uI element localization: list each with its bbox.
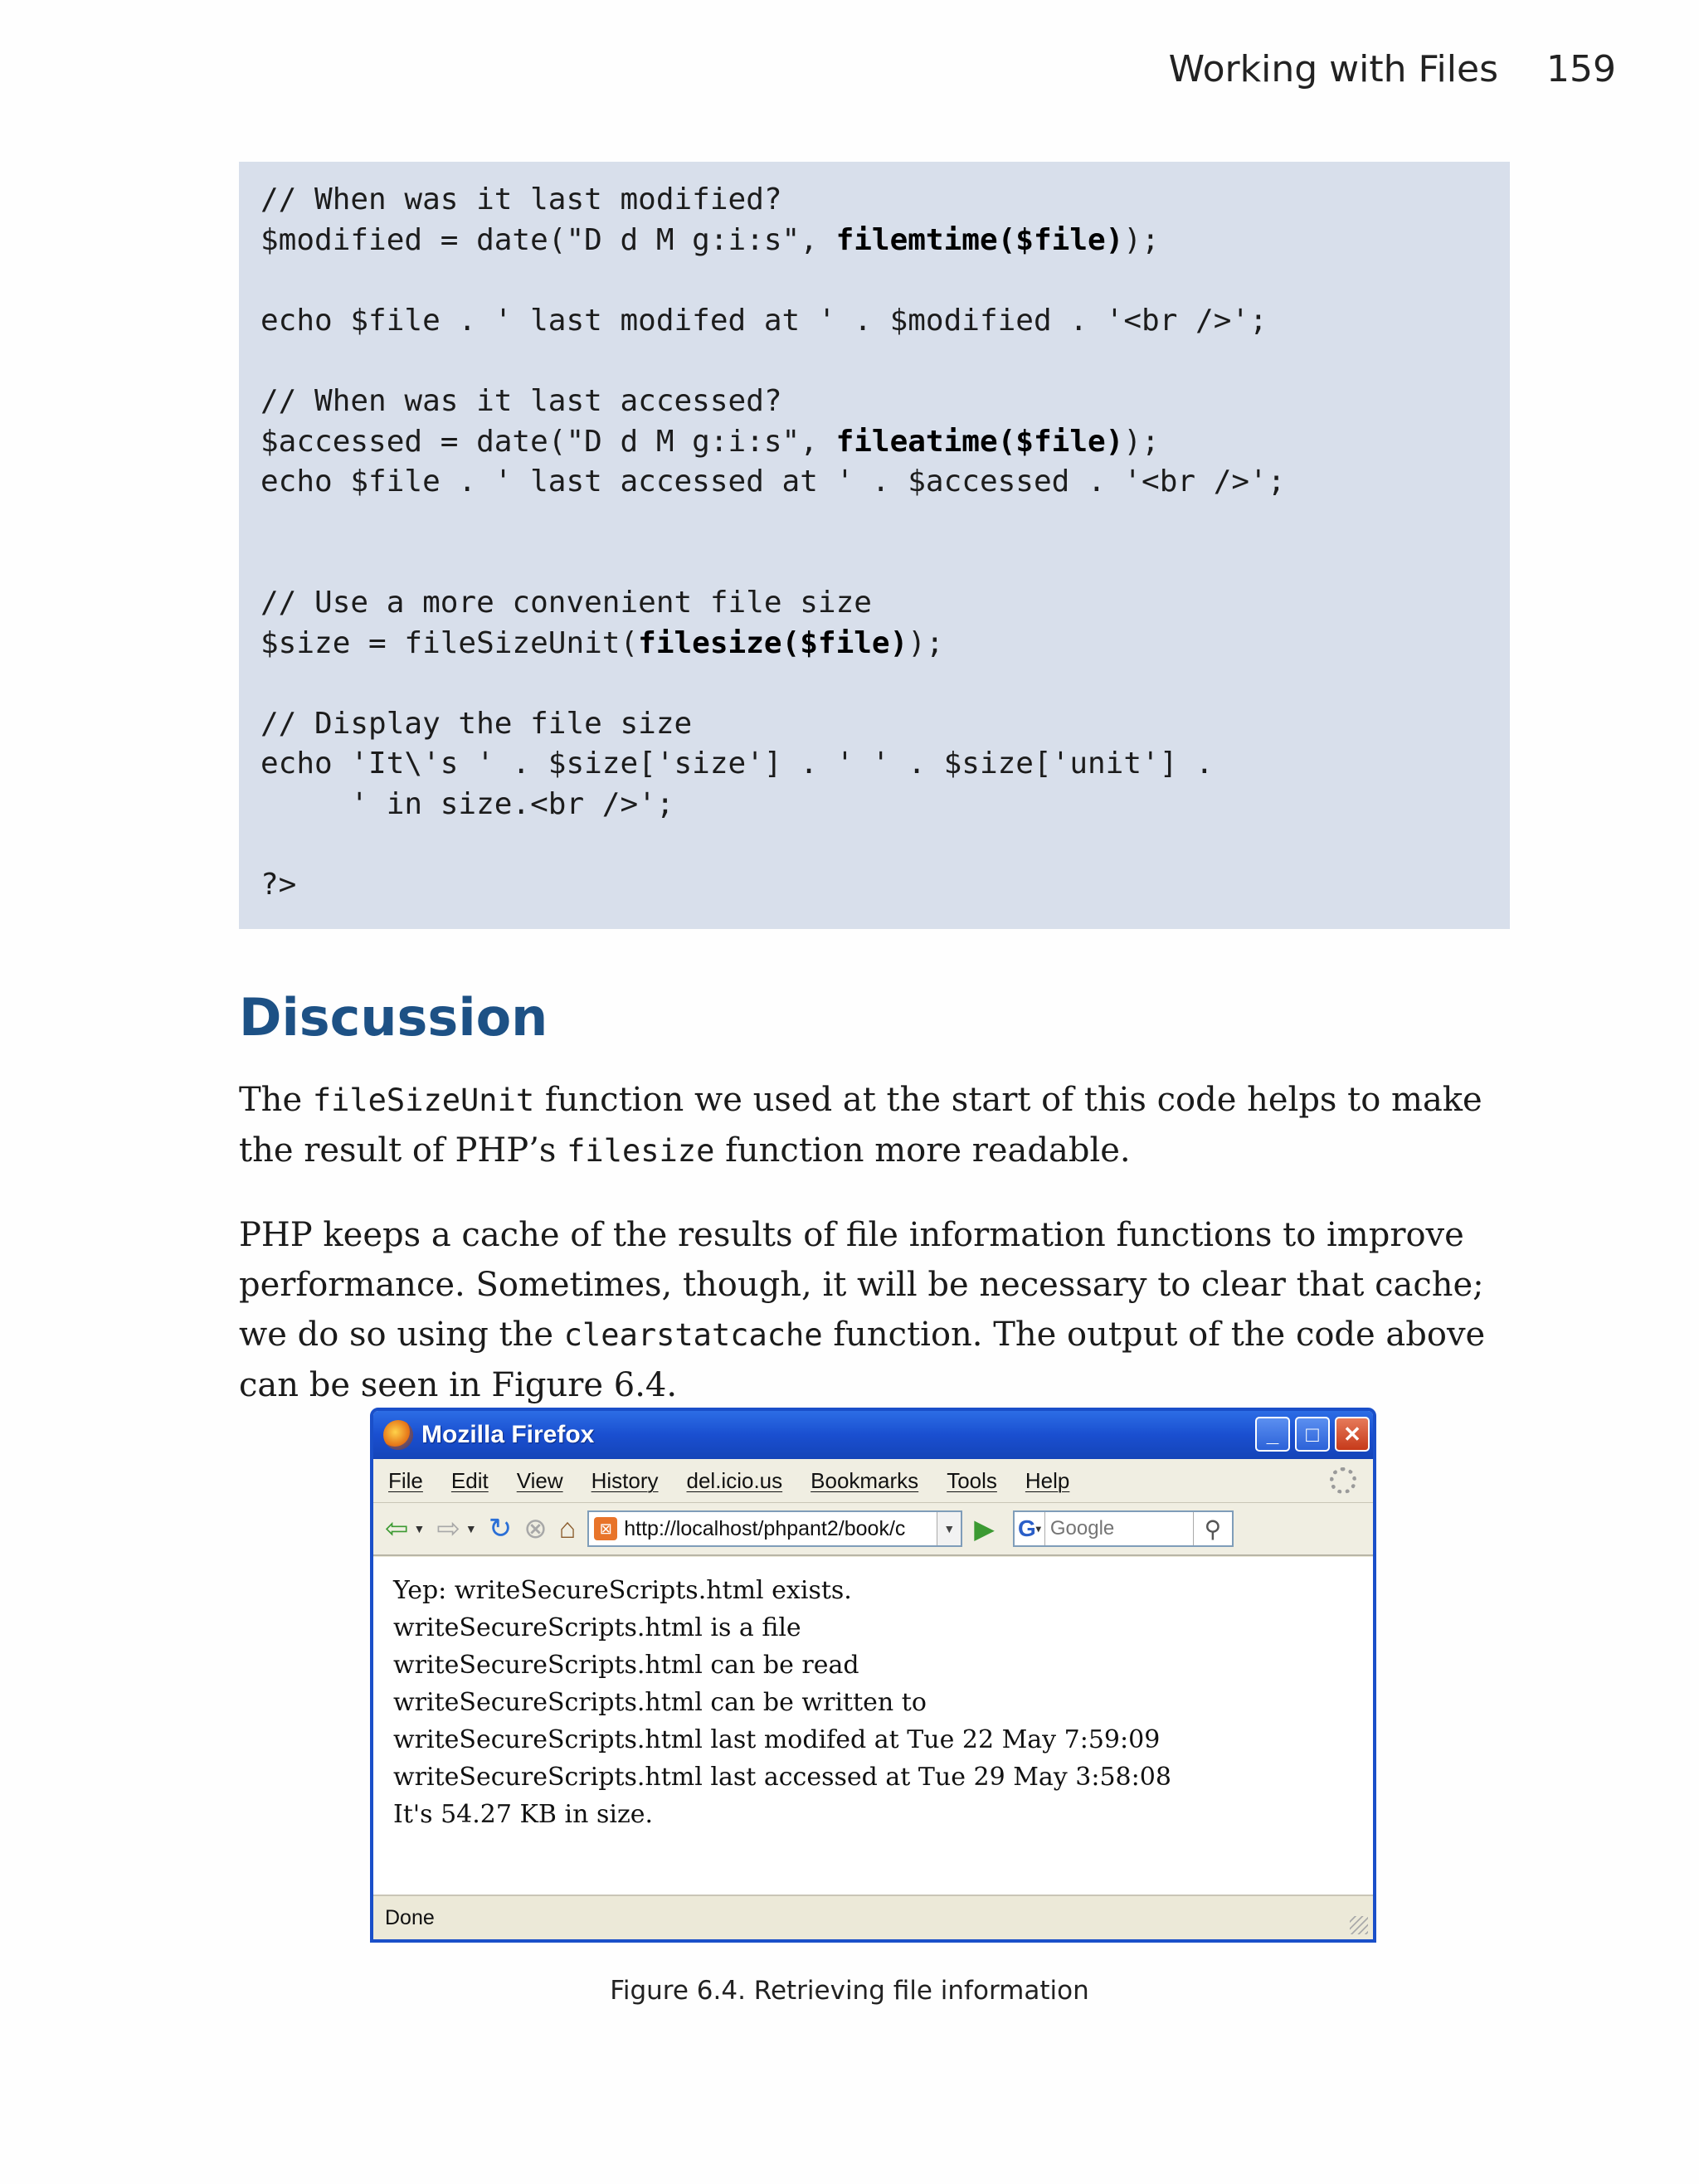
site-favicon-icon: ⊠ <box>594 1517 617 1540</box>
throbber-icon <box>1330 1467 1356 1494</box>
url-dropdown-icon[interactable]: ▼ <box>937 1512 961 1545</box>
code-line <box>260 865 1488 906</box>
code-line <box>260 542 1488 583</box>
menu-file[interactable]: File <box>388 1467 423 1493</box>
code-line <box>260 301 1488 342</box>
code-line <box>260 382 1488 422</box>
menu-tools[interactable]: Tools <box>947 1467 997 1493</box>
menu-history[interactable]: History <box>591 1467 659 1493</box>
search-magnifier-icon[interactable]: ⚲ <box>1193 1512 1232 1545</box>
code-text: $size = fileSizeUnit( <box>260 625 639 660</box>
inline-code: filesize <box>567 1133 715 1169</box>
code-listing <box>239 162 1510 929</box>
code-line <box>260 260 1488 301</box>
resize-grip-icon[interactable] <box>1350 1916 1368 1934</box>
code-text: // When was it last modified? <box>260 182 782 216</box>
window-controls <box>1255 1417 1370 1452</box>
text: function more readable. <box>714 1131 1131 1170</box>
code-line <box>260 221 1488 261</box>
code-emphasis: filemtime($file) <box>835 222 1124 257</box>
forward-arrow-icon[interactable]: ⇨ <box>436 1513 460 1544</box>
search-input[interactable] <box>1045 1516 1193 1541</box>
paragraph-2 <box>239 1210 1516 1410</box>
code-line <box>260 785 1488 825</box>
text: function we used at the start of this code helps to make the result of PHP’s <box>239 1081 1482 1170</box>
page-number: 159 <box>1546 48 1616 90</box>
code-line <box>260 664 1488 704</box>
code-line <box>260 704 1488 745</box>
output-line: Yep: writeSecureScripts.html exists. <box>393 1576 852 1605</box>
search-box <box>1013 1510 1234 1547</box>
output-line: writeSecureScripts.html is a file <box>393 1613 801 1642</box>
code-text: ); <box>1123 222 1160 257</box>
output-line: writeSecureScripts.html can be written to <box>393 1688 927 1717</box>
google-engine-icon[interactable]: G ▾ <box>1015 1512 1045 1545</box>
code-line <box>260 422 1488 463</box>
code-line <box>260 341 1488 382</box>
title-bar <box>373 1411 1373 1459</box>
text: function. The output of the code above can be seen in Figure 6.4. <box>239 1316 1486 1404</box>
running-header <box>1169 48 1616 90</box>
stop-icon[interactable]: ⊗ <box>523 1513 548 1544</box>
code-text: echo $file . ' last accessed at ' . $accessed . '<br />'; <box>260 465 1286 499</box>
back-arrow-icon[interactable]: ⇦ <box>385 1513 409 1544</box>
output-line: writeSecureScripts.html can be read <box>393 1651 859 1680</box>
code-line <box>260 503 1488 543</box>
code-text: $modified = date("D d M g:i:s", <box>260 222 836 257</box>
section-title: Working with Files <box>1168 48 1499 90</box>
page-content <box>373 1557 1373 1896</box>
output-line: writeSecureScripts.html last accessed at Tue 29 May 3:58:08 <box>393 1763 1171 1792</box>
firefox-logo-icon <box>383 1420 413 1450</box>
window-title: Mozilla Firefox <box>421 1421 595 1448</box>
menu-edit[interactable]: Edit <box>450 1467 489 1493</box>
code-text: echo 'It\'s ' . $size['size'] . ' ' . $size['unit'] . <box>260 747 1214 781</box>
output-line: writeSecureScripts.html last modifed at Tue 22 May 7:59:09 <box>393 1725 1161 1754</box>
code-text: ' in size.<br />'; <box>260 786 674 821</box>
code-block <box>260 180 1488 906</box>
back-dropdown-icon[interactable]: ▼ <box>413 1522 426 1535</box>
code-line <box>260 462 1488 503</box>
close-button[interactable]: ✕ <box>1335 1417 1370 1452</box>
output-line: It's 54.27 KB in size. <box>393 1800 654 1829</box>
inline-code: clearstatcache <box>563 1317 823 1353</box>
go-arrow-icon[interactable]: ▶ <box>974 1514 995 1544</box>
status-bar <box>373 1895 1373 1939</box>
menu-bookmarks[interactable]: Bookmarks <box>811 1467 919 1493</box>
reload-icon[interactable]: ↻ <box>488 1513 513 1544</box>
code-line <box>260 825 1488 866</box>
code-line <box>260 744 1488 785</box>
minimize-button[interactable]: _ <box>1255 1417 1290 1452</box>
menu-delicious[interactable]: del.icio.us <box>686 1467 783 1493</box>
status-text: Done <box>385 1905 435 1929</box>
inline-code: fileSizeUnit <box>312 1082 535 1118</box>
code-text: ); <box>1123 424 1160 459</box>
url-text: http://localhost/phpant2/book/c <box>624 1516 906 1540</box>
code-text: $accessed = date("D d M g:i:s", <box>260 424 836 459</box>
code-text: // Use a more convenient file size <box>260 585 872 620</box>
code-text: // Display the file size <box>260 706 693 741</box>
code-line <box>260 180 1488 221</box>
menu-view[interactable]: View <box>516 1467 563 1493</box>
code-text: ?> <box>260 868 297 902</box>
code-text: echo $file . ' last modifed at ' . $modified . '<br />'; <box>260 303 1268 338</box>
menu-bar <box>373 1459 1373 1503</box>
firefox-window-screenshot <box>370 1408 1376 1943</box>
home-icon[interactable]: ⌂ <box>558 1513 577 1544</box>
menu-help[interactable]: Help <box>1025 1467 1070 1493</box>
navigation-toolbar <box>373 1503 1373 1556</box>
paragraph-1 <box>239 1075 1516 1176</box>
figure-caption: Figure 6.4. Retrieving file information <box>610 1976 1089 2006</box>
address-bar[interactable] <box>587 1510 962 1547</box>
code-text: // When was it last accessed? <box>260 383 782 418</box>
code-line <box>260 624 1488 664</box>
text: PHP keeps a cache of the results of file information functions to improve performance. Sometimes, though, it will be necessary to clear that cache; we do so using the <box>239 1216 1484 1354</box>
maximize-button[interactable]: □ <box>1295 1417 1330 1452</box>
section-heading: Discussion <box>239 987 548 1048</box>
forward-dropdown-icon[interactable]: ▼ <box>465 1522 477 1535</box>
text: The <box>239 1081 313 1119</box>
code-text: ); <box>908 625 944 660</box>
code-line <box>260 583 1488 624</box>
code-emphasis: filesize($file) <box>638 625 908 660</box>
code-emphasis: fileatime($file) <box>835 424 1124 459</box>
